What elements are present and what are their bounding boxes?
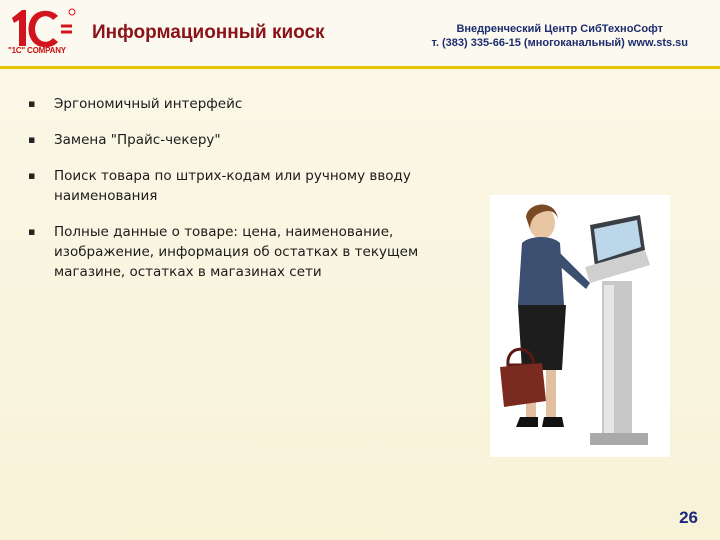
logo-caption: "1C" COMPANY: [8, 46, 66, 55]
list-item: [28, 94, 448, 114]
bullet-icon: ▪: [28, 133, 36, 146]
list-item: [28, 222, 448, 282]
list-item-text: Полные данные о товаре: цена, наименование, изображение, информация об остатках в текущем магазине, остатках в магазинах сети: [54, 224, 419, 280]
company-name: Внедренческий Центр СибТехноСофт: [456, 23, 663, 35]
list-item: [28, 130, 448, 150]
slide-title: Информационный киоск: [92, 22, 325, 43]
company-contacts: т. (383) 335-66-15 (многоканальный) www.sts.su: [431, 37, 688, 49]
list-item: [28, 166, 448, 206]
bullet-icon: ▪: [28, 225, 36, 238]
company-info: [431, 22, 688, 50]
kiosk-photo: [490, 195, 670, 457]
bullet-icon: ▪: [28, 169, 36, 182]
list-item-text: Замена "Прайс-чекеру": [54, 132, 221, 148]
page-number: 26: [679, 508, 698, 527]
list-item-text: Поиск товара по штрих-кодам или ручному вводу наименования: [54, 168, 411, 204]
bullet-icon: ▪: [28, 97, 36, 110]
slide-header: [0, 0, 720, 69]
feature-list: [28, 94, 448, 298]
list-item-text: Эргономичный интерфейс: [54, 96, 243, 112]
